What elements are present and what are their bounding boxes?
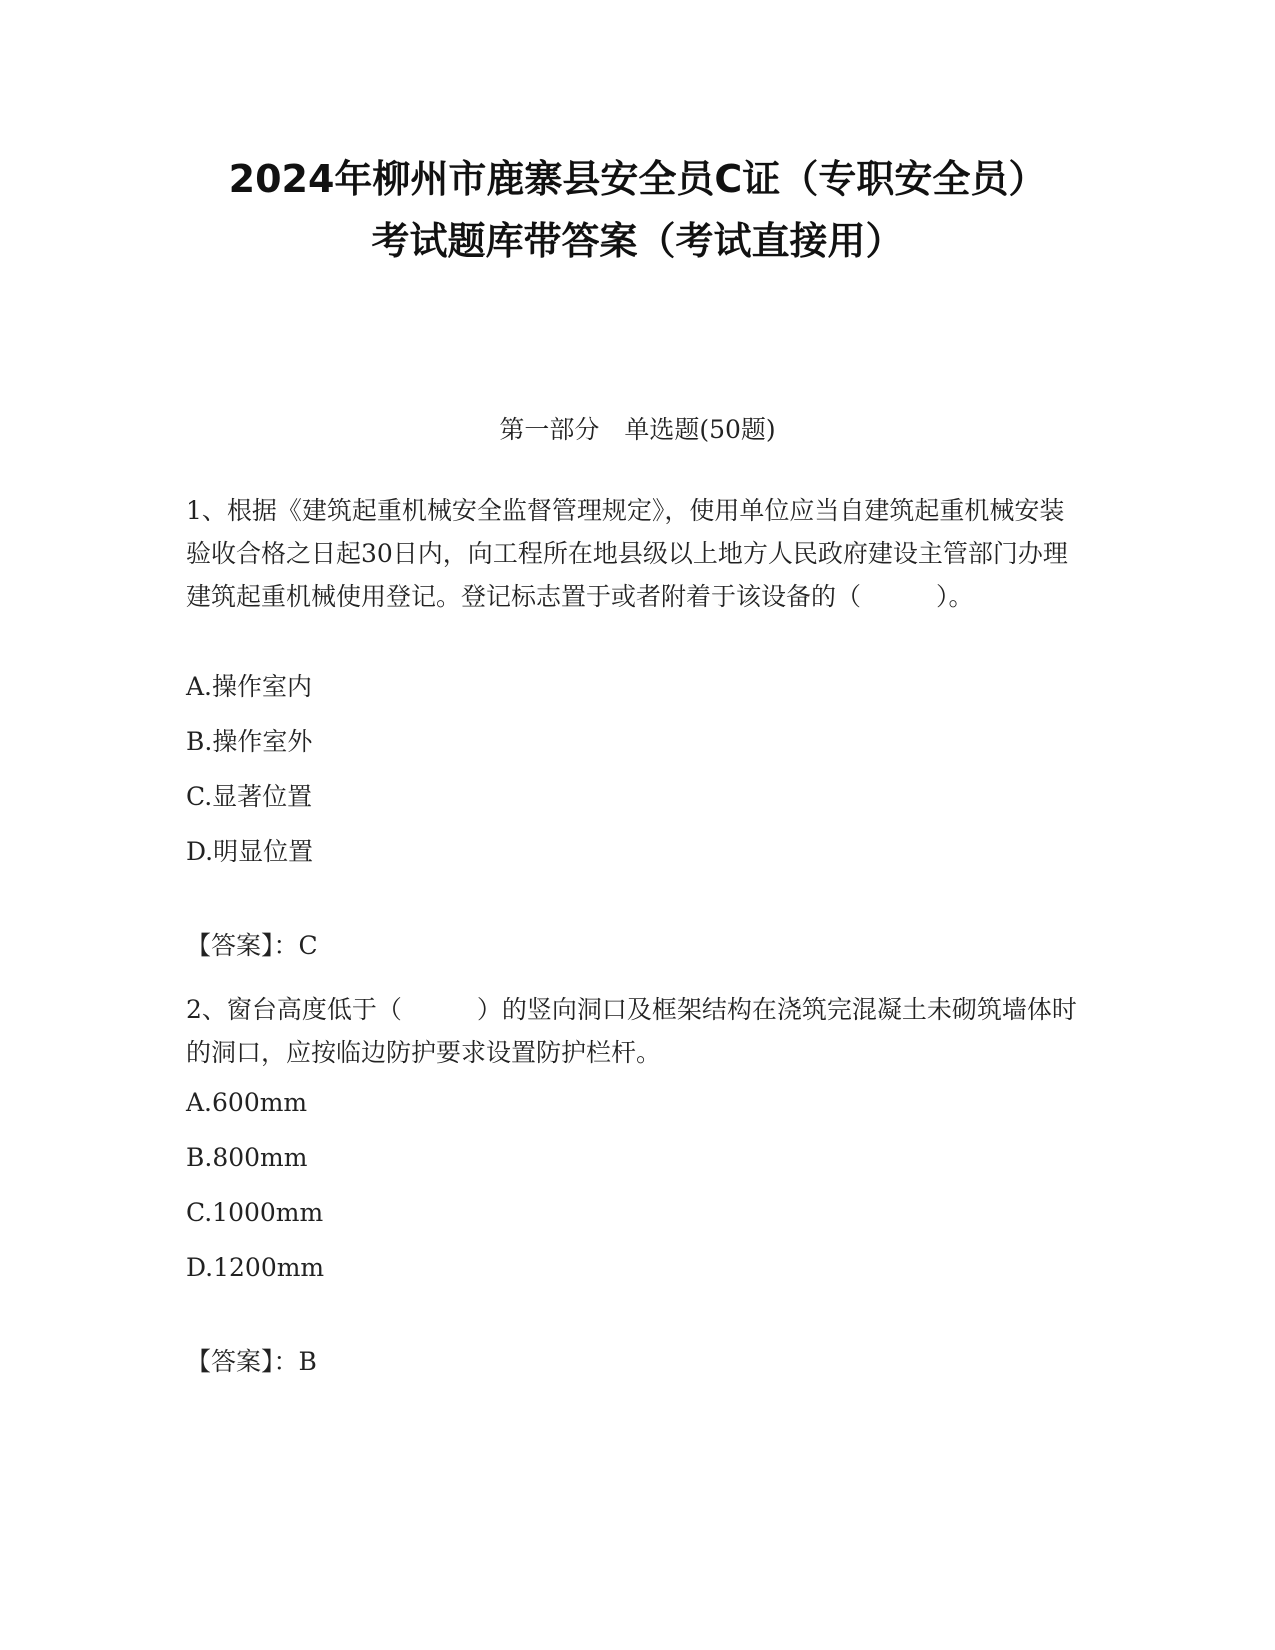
question-2-option-c: C.1000mm: [186, 1198, 324, 1227]
question-2-option-d: D.1200mm: [186, 1253, 325, 1282]
document-title-line-2: 考试题库带答案（考试直接用）: [371, 219, 904, 263]
document-title-line-1: 2024年柳州市鹿寨县安全员C证（专职安全员）: [228, 157, 1047, 201]
question-1-stem: 1、根据《建筑起重机械安全监督管理规定》，使用单位应当自建筑起重机械安装验收合格之日起30日内，向工程所在地县级以上地方人民政府建设主管部门办理建筑起重机械使用登记。登记标志置于或者附着于该设备的（ ）。: [186, 496, 1068, 611]
question-2-stem: 2、窗台高度低于（ ）的竖向洞口及框架结构在浇筑完混凝土未砌筑墙体时的洞口，应按临边防护要求设置防护栏杆。: [186, 995, 1077, 1067]
question-1-answer: 【答案】：C: [186, 931, 318, 960]
question-1-option-c: C.显著位置: [186, 782, 313, 811]
question-1-option-a: A.操作室内: [186, 672, 313, 701]
section-heading: 第一部分 单选题(50题): [499, 415, 776, 444]
question-2-option-b: B.800mm: [186, 1143, 308, 1172]
question-2-option-a: A.600mm: [186, 1088, 308, 1117]
question-1-option-b: B.操作室外: [186, 727, 313, 756]
document-title: [0, 148, 1275, 272]
question-2-answer: 【答案】：B: [186, 1347, 317, 1376]
question-1-option-d: D.明显位置: [186, 837, 314, 866]
